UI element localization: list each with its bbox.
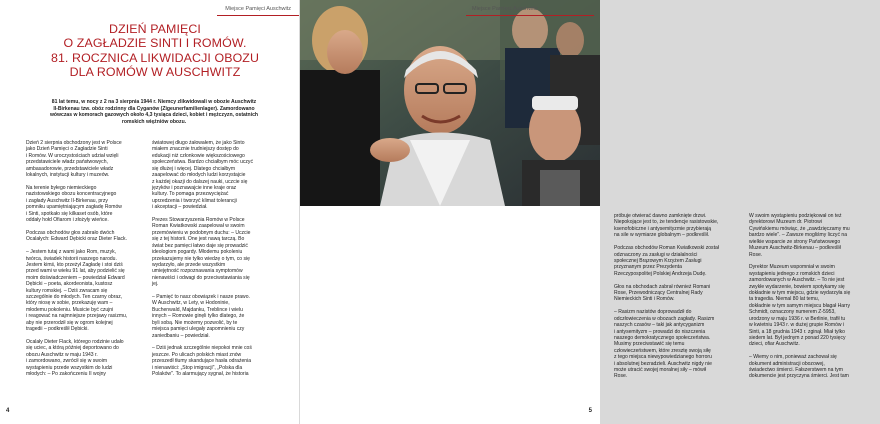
text-line: kultury. To pomaga przezwyciężać bbox=[152, 191, 229, 198]
text-line: dokument administracji obozowej, bbox=[749, 360, 825, 367]
text-line: naszego demokratycznego społeczeństwa. bbox=[614, 334, 711, 341]
text-line: Polaków". To alarmujący sygnał, że historia bbox=[152, 371, 249, 378]
paragraph bbox=[152, 217, 282, 288]
text-line: Jestem kimś, kto przeżył Zagładę i stoi dziś bbox=[26, 261, 123, 268]
text-line: miałem znacznie trudniejszy dostęp do bbox=[152, 146, 239, 153]
text-line: ideologiom pogardy. Młodemu pokoleniu bbox=[152, 249, 243, 256]
paragraph bbox=[26, 339, 144, 378]
paragraph bbox=[614, 284, 740, 303]
text-line: edukacji niż członkowie większościowego bbox=[152, 152, 245, 159]
text-line: nienawiści i odwagi do przeciwstawiania się bbox=[152, 274, 250, 281]
title-line: DZIEŃ PAMIĘCI bbox=[109, 22, 201, 36]
text-line: twórca, świadek historii naszego narodu. bbox=[26, 255, 117, 262]
text-line: innych – Romowie ginęli tylko dlatego, że bbox=[152, 313, 245, 320]
page-number-right: 5 bbox=[588, 408, 592, 414]
paragraph bbox=[749, 264, 880, 347]
paragraph bbox=[152, 294, 282, 339]
paragraph bbox=[26, 140, 144, 179]
lead-line: 81 lat temu, w nocy z 2 na 3 sierpnia 1944 r. Niemcy zlikwidowali w obozie Auschwitz bbox=[51, 99, 257, 105]
text-line: z każdej okazji do dalszej nauki, uczcie się bbox=[152, 178, 248, 185]
text-line: miejsca pamięci ulegały zapomnieniu czy bbox=[152, 326, 245, 333]
lead-line: romskich więźniów obozu. bbox=[121, 118, 187, 125]
left-page bbox=[0, 0, 299, 424]
text-line: Rose, Przewodniczący Centralnej Rady bbox=[614, 290, 703, 296]
paragraph bbox=[614, 309, 740, 380]
text-line: próbuje otwierać dawno zamknięte drzwi. bbox=[614, 213, 707, 219]
paragraph bbox=[152, 345, 282, 377]
text-line: siedem lat. Był jednym z ponad 220 tysięcy bbox=[749, 334, 846, 341]
text-line: ta tragedia. Niemal 80 lat temu, bbox=[749, 296, 820, 303]
text-line: zaapelować do młodych ludzi korzystajcie bbox=[152, 172, 246, 179]
text-column-right-1 bbox=[614, 213, 740, 386]
text-line: Dębicki – poeta, akordeonista, kustosz bbox=[26, 281, 113, 288]
text-line: – Rasizm nazistów doprowadził do bbox=[614, 309, 692, 316]
text-line: społecznej Brązowym Krzyżem Zasługi bbox=[614, 257, 702, 264]
text-line: zaniedbaniu – powiedział. bbox=[152, 332, 210, 339]
text-line: jej. bbox=[152, 281, 159, 288]
running-header-right-text: Miejsce Pamięci Auschwitz bbox=[472, 6, 538, 12]
text-line: wystąpieniu przede wszystkim do ludzi bbox=[26, 364, 113, 371]
text-line: kultury romskiej. – Dziś zwracam się bbox=[26, 287, 108, 294]
text-line: przekazujemy nie tylko wiedzę o tym, co się bbox=[152, 255, 250, 262]
article-title bbox=[22, 22, 288, 80]
text-line: Prezes Stowarzyszenia Romów w Polsce bbox=[152, 217, 245, 224]
text-line: świadectwo śmierci. Fałszerstwem na tym bbox=[749, 367, 843, 374]
text-line: odznaczony za zasługi w działalności bbox=[614, 251, 698, 258]
title-line: 81. ROCZNICA LIKWIDACJI OBOZU bbox=[50, 50, 260, 65]
page-number-left: 4 bbox=[6, 408, 10, 414]
text-line: szczególnie do młodych. Ten czarny obraz, bbox=[26, 294, 123, 301]
text-line: – Pamięć to nasz obowiązek i nasze prawo. bbox=[152, 294, 250, 301]
text-line: aby nie przerodził się w ogrom kolejnej bbox=[26, 319, 113, 326]
article-lead bbox=[26, 99, 282, 125]
text-line: przedstawiciele władz państwowych, bbox=[26, 159, 108, 166]
running-header-left-text: Miejsce Pamięci Auschwitz bbox=[225, 6, 291, 12]
text-line: społeczeństwa. Bardzo chciałbym móc uczyć bbox=[152, 159, 253, 166]
text-line: ambasadorowie, przedstawiciele władz bbox=[26, 165, 114, 172]
text-line: Niemieckich Sinti i Romów. bbox=[614, 296, 675, 303]
text-line: przed wami w wieku 91 lat, aby podzielić się bbox=[26, 268, 125, 275]
text-line: przemówieniu w podobnym duchu: – Uczcie bbox=[152, 229, 251, 236]
text-line: dokładnie w tym samym miejscu błagał Harry bbox=[749, 302, 850, 309]
paragraph bbox=[614, 213, 740, 239]
text-line: młodemu pokoleniu. Musicie być czujni bbox=[26, 306, 114, 313]
text-line: języków i poznawajcie inne kraje oraz bbox=[152, 184, 237, 191]
event-photo bbox=[300, 0, 600, 206]
text-line: odczłowieczenia w obozach zagłady. Rasizm bbox=[614, 315, 715, 322]
text-line: i nienawiści: „Stop imigracji", „Polska dla bbox=[152, 364, 243, 371]
paragraph bbox=[26, 185, 144, 224]
header-rule-left bbox=[217, 15, 299, 16]
text-line: Rose. bbox=[749, 251, 763, 258]
text-line: Rose. bbox=[614, 373, 628, 380]
text-line: w kwietniu 1943 r. w dużej grupie Romów i bbox=[749, 322, 845, 329]
text-line: obozu Auschwitz w maju 1943 r. bbox=[26, 351, 98, 358]
text-line: się uciec, a którą później deportowano do bbox=[26, 345, 119, 352]
text-line: dokumencie jest przyczyna śmierci. Jest tam bbox=[749, 373, 849, 380]
paragraph bbox=[749, 354, 880, 380]
text-line: na sile w wymiarze globalnym – podkreślił. bbox=[614, 232, 710, 239]
text-line: Głos na obchodach zabrał również Romani bbox=[614, 283, 711, 290]
text-line: dokładnie w tym miejscu, gdzie wydarzyła się bbox=[749, 290, 851, 297]
text-line: – Wiemy o nim, ponieważ zachował się bbox=[749, 354, 837, 361]
text-line: Sinti, a 18 grudnia 1943 r. zginął. Miał tylko bbox=[749, 328, 845, 335]
text-line: bardzo wiele". – Zawsze mogliśmy liczyć na bbox=[749, 232, 847, 239]
text-line: zamordowanych w Auschwitz. – To nie jest bbox=[749, 277, 845, 284]
text-line: wielkie wsparcie ze strony Państwowego bbox=[749, 238, 841, 245]
text-line: wydarzyło, ale przede wszystkim bbox=[152, 261, 226, 268]
text-line: W Auschwitz, w Lety, w Hodoninie, bbox=[152, 300, 230, 307]
text-line: i zagłady Auschwitz II-Birkenau, przy bbox=[26, 197, 108, 204]
event-photo-illustration bbox=[300, 0, 600, 206]
text-line: uprzedzenia i tworzyć klimat tolerancji bbox=[152, 197, 237, 204]
text-line: zwykłe wydarzenie, bowiem spotykamy się bbox=[749, 283, 845, 290]
text-line: światowej długo żałowałem, że jako Sinto bbox=[152, 140, 245, 146]
text-line: się dłużej i więcej. Dlatego chciałbym bbox=[152, 165, 236, 172]
lead-line: wówczas w komorach gazowych około 4,3 tysiąca dzieci, kobiet i mężczyzn, ostatnich bbox=[49, 112, 259, 119]
text-line: Na terenie byłego niemieckiego bbox=[26, 184, 97, 191]
text-line: Rzeczypospolitej Polskiej Andrzeja Dudę. bbox=[614, 270, 707, 277]
text-line: Cywińskiemu mówiąc, że „zawdzięczamy mu bbox=[749, 225, 850, 232]
text-line: Podczas obchodów Roman Kwiatkowski został bbox=[614, 245, 719, 252]
text-line: świat bez pamięci łatwo daje się prowadzić bbox=[152, 242, 248, 249]
text-line: lokalnych, instytucji kultury i muzeów. bbox=[26, 172, 110, 179]
text-line: dyrektorowi Muzeum dr. Piotrowi bbox=[749, 219, 822, 226]
paragraph bbox=[26, 230, 144, 243]
text-line: i zamordowano, zwrócił się w swoim bbox=[26, 358, 108, 365]
text-line: i reagować na najmniejsze przejawy rasizmu, bbox=[26, 313, 128, 320]
text-column-left-1 bbox=[26, 140, 144, 384]
text-line: oddały hołd Ofiarom i złożyły wieńce. bbox=[26, 217, 109, 224]
text-line: i Sinti, spotkało się kilkaset osób, które bbox=[26, 210, 113, 217]
right-page bbox=[300, 0, 851, 424]
text-line: się z tej historii. One jest nawą tarczą. Bo bbox=[152, 236, 245, 243]
text-line: Podczas obchodów głos zabrało dwóch bbox=[26, 229, 115, 236]
text-line: który niosę w sobie, przekazuję wam – bbox=[26, 300, 113, 307]
text-line: Buchenwald, Majdanku, Treblince i wielu bbox=[152, 306, 243, 313]
title-line: DLA ROMÓW W AUSCHWITZ bbox=[69, 65, 241, 80]
text-line: Muzeum Auschwitz-Birkenau – podkreślił bbox=[749, 245, 841, 252]
text-line: Dzień 2 sierpnia obchodzony jest w Polsce bbox=[26, 140, 122, 146]
text-line: Musimy przeciwstawić się temu bbox=[614, 341, 685, 348]
text-line: byli sobą. Nie możemy pozwolić, by te bbox=[152, 319, 238, 326]
running-header-right bbox=[472, 6, 538, 12]
running-header-left bbox=[0, 6, 299, 12]
text-line: i antysemityzm – prowadzi do niszczenia bbox=[614, 328, 706, 335]
text-line: urodzony w maju 1936 r. w Berlinie, trafił tu bbox=[749, 315, 846, 322]
text-line: Dyrektor Muzeum wspomniał w swoim bbox=[749, 264, 835, 271]
text-line: młodych: – Po zakończeniu II wojny bbox=[26, 371, 106, 378]
lead-line: II-Birkenau tzw. obóz rodzinny dla Cyganów (Zigeunerfamilienlager). Zamordowano bbox=[53, 105, 255, 112]
text-line: – Jestem tutaj z wami jako Rom, muzyk, bbox=[26, 249, 117, 256]
text-line: i Romów. W uroczystościach udział wzięli bbox=[26, 152, 119, 159]
text-line: przyznanym przez Prezydenta bbox=[614, 264, 682, 271]
text-line: dzieci, ofiar Auschwitz. bbox=[749, 341, 800, 348]
paragraph bbox=[749, 213, 880, 258]
text-line: przeszedł tłumy skandujące hasła odrażenia bbox=[152, 358, 252, 365]
title-line: O ZAGŁADZIE SINTI I ROMÓW. bbox=[63, 36, 247, 51]
paragraph bbox=[614, 245, 740, 277]
text-line: ksenofobiczne i antysemityzmie przybierają bbox=[614, 225, 712, 232]
text-column-right-2 bbox=[749, 213, 880, 386]
header-rule-right bbox=[466, 15, 594, 16]
text-column-left-2 bbox=[152, 140, 282, 384]
text-line: moim doświadczeniem – powiedział Edward bbox=[26, 274, 125, 281]
text-line: umiejętność rozpoznawania symptomów bbox=[152, 268, 243, 275]
text-line: i akceptacji – powiedział. bbox=[152, 204, 208, 211]
text-line: W swoim wystąpieniu podziękował on też bbox=[749, 213, 842, 219]
paragraph bbox=[26, 249, 144, 332]
text-line: Ocalały Dieter Flack, którego rodzinie udało bbox=[26, 338, 124, 345]
text-line: – Dziś jednak szczególnie niepokoi mnie coś bbox=[152, 345, 252, 352]
text-line: pomniku upamiętniającym zagładę Romów bbox=[26, 204, 122, 211]
text-line: człowieczeństwem, które zresztę swoją siłę bbox=[614, 347, 711, 354]
text-line: Ocalałych: Edward Dębicki oraz Dieter Flack. bbox=[26, 236, 127, 243]
text-line: wystąpieniu jednego z romskich dzieci bbox=[749, 270, 835, 277]
paragraph bbox=[152, 140, 282, 211]
text-line: tragedii – podkreślił Dębicki. bbox=[26, 326, 89, 333]
text-line: Roman Kwiatkowski zaapelował w swoim bbox=[152, 223, 245, 230]
text-line: i absolutnej bezradzieli. Auschwitz nigdy nie bbox=[614, 360, 712, 367]
text-line: naszych czasów – taki jak antycyganizm bbox=[614, 322, 705, 329]
text-line: Schmidt, oznaczony numerem Z-5953, bbox=[749, 309, 836, 316]
text-line: może utracić swojej moralnej siły – mówił bbox=[614, 367, 706, 374]
text-line: nazistowskiego obozu koncentracyjnego bbox=[26, 191, 117, 198]
text-line: jako Dzień Pamięci o Zagładzie Sinti bbox=[26, 146, 108, 153]
text-line: Niepokojące jest to, że tendencje rasistowskie, bbox=[614, 219, 719, 226]
text-line: z tego miejsca niewypowiedzianego horroru bbox=[614, 354, 712, 361]
text-line: jeszcze. Po ulicach polskich miast znów bbox=[152, 351, 242, 358]
